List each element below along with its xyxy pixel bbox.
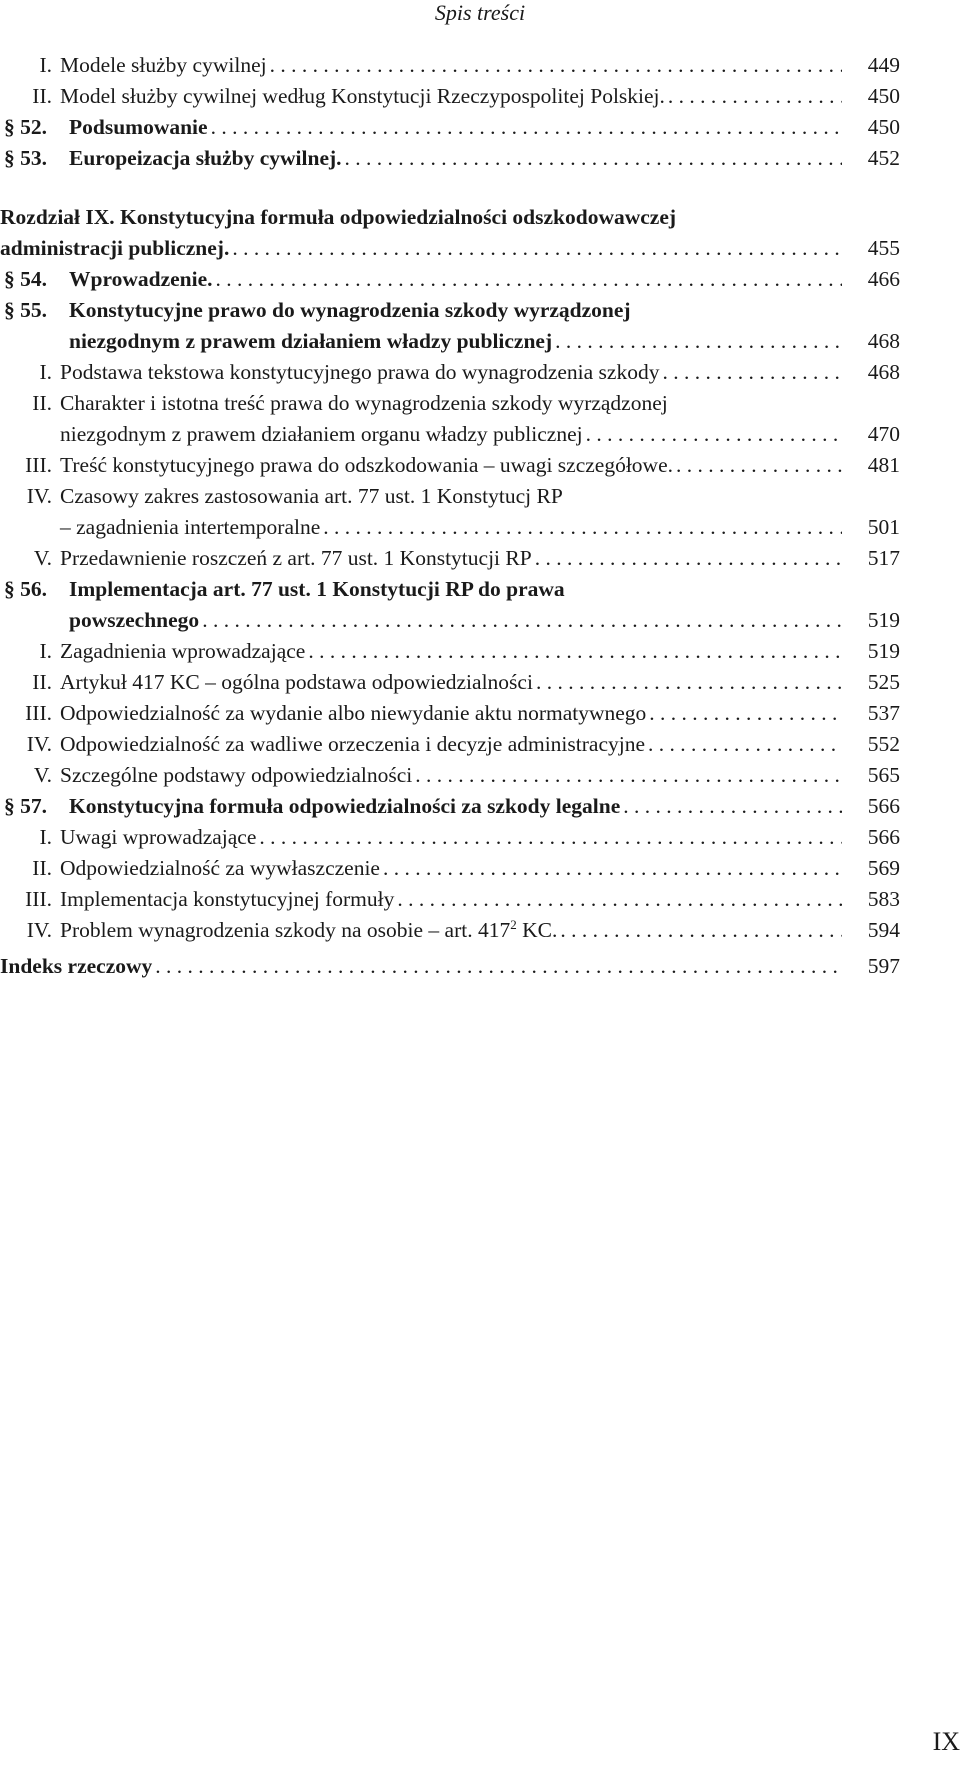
entry-number: II.: [32, 391, 52, 415]
entry-page: 517: [867, 546, 900, 570]
entry-title-continued: – zagadnienia intertemporalne: [60, 515, 321, 539]
entry-title: Czasowy zakres zastosowania art. 77 ust. 1 Konstytucj RP: [60, 484, 563, 508]
toc-entry: [0, 725, 900, 756]
table-of-contents: [0, 46, 900, 978]
entry-page: 594: [867, 918, 900, 942]
entry-page: 481: [867, 453, 900, 477]
entry-page: 450: [867, 115, 900, 139]
toc-entry: [0, 353, 900, 384]
section-title-continued: powszechnego: [69, 608, 200, 632]
section-number: § 54.: [4, 267, 47, 291]
entry-number: I.: [39, 825, 52, 849]
entry-page: 470: [867, 422, 900, 446]
entry-title: Szczególne podstawy odpowiedzialności: [60, 763, 413, 787]
entry-number: I.: [39, 53, 52, 77]
entry-number: II.: [32, 670, 52, 694]
page-number: IX: [932, 1727, 960, 1756]
toc-entry: [0, 477, 900, 508]
entry-page: 449: [867, 53, 900, 77]
entry-number: IV.: [26, 918, 52, 942]
toc-entry: [0, 77, 900, 108]
dot-leader: [659, 360, 842, 384]
toc-entry: [0, 384, 900, 415]
entry-page: 450: [867, 84, 900, 108]
entry-number: II.: [32, 84, 52, 108]
dot-leader: [256, 825, 842, 849]
entry-title: Treść konstytucyjnego prawa do odszkodowania – uwagi szczegółowe.: [60, 453, 674, 477]
section-number: § 53.: [4, 146, 47, 170]
entry-page: 468: [867, 329, 900, 353]
dot-leader: [412, 763, 842, 787]
entry-number: II.: [32, 856, 52, 880]
section-title: Europeizacja służby cywilnej.: [69, 146, 342, 170]
dot-leader: [533, 670, 842, 694]
section-title-continued: niezgodnym z prawem działaniem władzy publicznej: [69, 329, 553, 353]
section-number: § 56.: [4, 577, 47, 601]
entry-title: Zagadnienia wprowadzające: [60, 639, 306, 663]
entry-page: 519: [867, 608, 900, 632]
entry-number: III.: [25, 887, 52, 911]
entry-title: Odpowiedzialność za wywłaszczenie: [60, 856, 380, 880]
dot-leader: [620, 794, 842, 818]
entry-title: Odpowiedzialność za wadliwe orzeczenia i decyzje administracyjne: [60, 732, 646, 756]
entry-title: Charakter i istotna treść prawa do wynagrodzenia szkody wyrządzonej: [60, 391, 668, 415]
entry-page: 468: [867, 360, 900, 384]
entry-title-suffix: KC.: [516, 918, 558, 942]
entry-page: 552: [867, 732, 900, 756]
toc-entry: [0, 787, 900, 818]
entry-number: IV.: [26, 732, 52, 756]
toc-entry: [0, 663, 900, 694]
entry-page: 519: [867, 639, 900, 663]
section-number: § 57.: [4, 794, 47, 818]
entry-page: 452: [867, 146, 900, 170]
running-header: Spis treści: [434, 0, 526, 25]
toc-entry: [0, 601, 900, 632]
entry-page: 525: [867, 670, 900, 694]
toc-entry: [0, 632, 900, 663]
chapter-heading: [0, 198, 900, 229]
chapter-title: Rozdział IX. Konstytucyjna formuła odpowiedzialności odszkodowawczej: [0, 205, 677, 229]
entry-title-continued: niezgodnym z prawem działaniem organu władzy publicznej: [60, 422, 583, 446]
toc-entry: [0, 911, 900, 942]
section-title: Konstytucyjne prawo do wynagrodzenia szkody wyrządzonej: [69, 298, 631, 322]
toc-entry: [0, 570, 900, 601]
dot-leader: [665, 84, 842, 108]
index-title: Indeks rzeczowy: [0, 954, 153, 978]
dot-leader: [552, 329, 842, 353]
toc-entry: [0, 508, 900, 539]
dot-leader: [267, 53, 842, 77]
entry-title: Uwagi wprowadzające: [60, 825, 257, 849]
entry-number: V.: [33, 763, 52, 787]
toc-entry: [0, 756, 900, 787]
entry-number: I.: [39, 639, 52, 663]
dot-leader: [646, 701, 842, 725]
entry-title: Przedawnienie roszczeń z art. 77 ust. 1 Konstytucji RP: [60, 546, 532, 570]
section-title: Podsumowanie: [69, 115, 208, 139]
entry-page: 466: [867, 267, 900, 291]
toc-entry: [0, 322, 900, 353]
entry-title: Artykuł 417 KC – ogólna podstawa odpowiedzialności: [60, 670, 533, 694]
chapter-title-continued: administracji publicznej.: [0, 236, 230, 260]
toc-entry: [0, 139, 900, 170]
entry-page: 566: [867, 825, 900, 849]
entry-page: 455: [867, 236, 900, 260]
entry-title: Podstawa tekstowa konstytucyjnego prawa do wynagrodzenia szkody: [60, 360, 660, 384]
dot-leader: [532, 546, 842, 570]
dot-leader: [394, 887, 842, 911]
entry-number: III.: [25, 453, 52, 477]
dot-leader: [380, 856, 842, 880]
dot-leader: [229, 236, 842, 260]
entry-title: Model służby cywilnej według Konstytucji Rzeczypospolitej Polskiej.: [60, 84, 665, 108]
entry-number: IV.: [26, 484, 52, 508]
toc-entry: [0, 849, 900, 880]
toc-entry: [0, 539, 900, 570]
toc-entry: [0, 46, 900, 77]
toc-entry: [0, 291, 900, 322]
entry-title: Implementacja konstytucyjnej formuły: [60, 887, 395, 911]
toc-entry: [0, 942, 900, 978]
dot-leader: [583, 422, 842, 446]
toc-entry: [0, 260, 900, 291]
dot-leader: [645, 732, 842, 756]
entry-number: I.: [39, 360, 52, 384]
entry-page: 569: [867, 856, 900, 880]
entry-page: 565: [867, 763, 900, 787]
entry-page: 537: [867, 701, 900, 725]
entry-page: 566: [867, 794, 900, 818]
entry-title-text: Problem wynagrodzenia szkody na osobie – art. 417: [60, 918, 511, 942]
entry-page: 597: [867, 954, 900, 978]
entry-number: V.: [33, 546, 52, 570]
entry-number: III.: [25, 701, 52, 725]
entry-page: 501: [867, 515, 900, 539]
entry-title: Modele służby cywilnej: [60, 53, 267, 77]
dot-leader: [342, 146, 842, 170]
section-title: Konstytucyjna formuła odpowiedzialności za szkody legalne: [69, 794, 621, 818]
toc-entry: [0, 446, 900, 477]
superscript: 2: [510, 917, 517, 932]
toc-entry: [0, 818, 900, 849]
spacer: [0, 170, 900, 198]
dot-leader: [557, 918, 842, 942]
section-number: § 52.: [4, 115, 47, 139]
section-title: Implementacja art. 77 ust. 1 Konstytucji RP do prawa: [69, 577, 565, 601]
dot-leader: [199, 608, 842, 632]
dot-leader: [208, 115, 842, 139]
toc-entry: [0, 229, 900, 260]
dot-leader: [305, 639, 842, 663]
toc-entry: [0, 694, 900, 725]
entry-page: 583: [867, 887, 900, 911]
dot-leader: [320, 515, 842, 539]
dot-leader: [673, 453, 842, 477]
entry-title: Odpowiedzialność za wydanie albo niewydanie aktu normatywnego: [60, 701, 647, 725]
entry-title: [60, 918, 557, 942]
section-title: Wprowadzenie.: [69, 267, 213, 291]
dot-leader: [152, 954, 842, 978]
toc-entry: [0, 108, 900, 139]
section-number: § 55.: [4, 298, 47, 322]
toc-entry: [0, 880, 900, 911]
dot-leader: [213, 267, 842, 291]
toc-entry: [0, 415, 900, 446]
